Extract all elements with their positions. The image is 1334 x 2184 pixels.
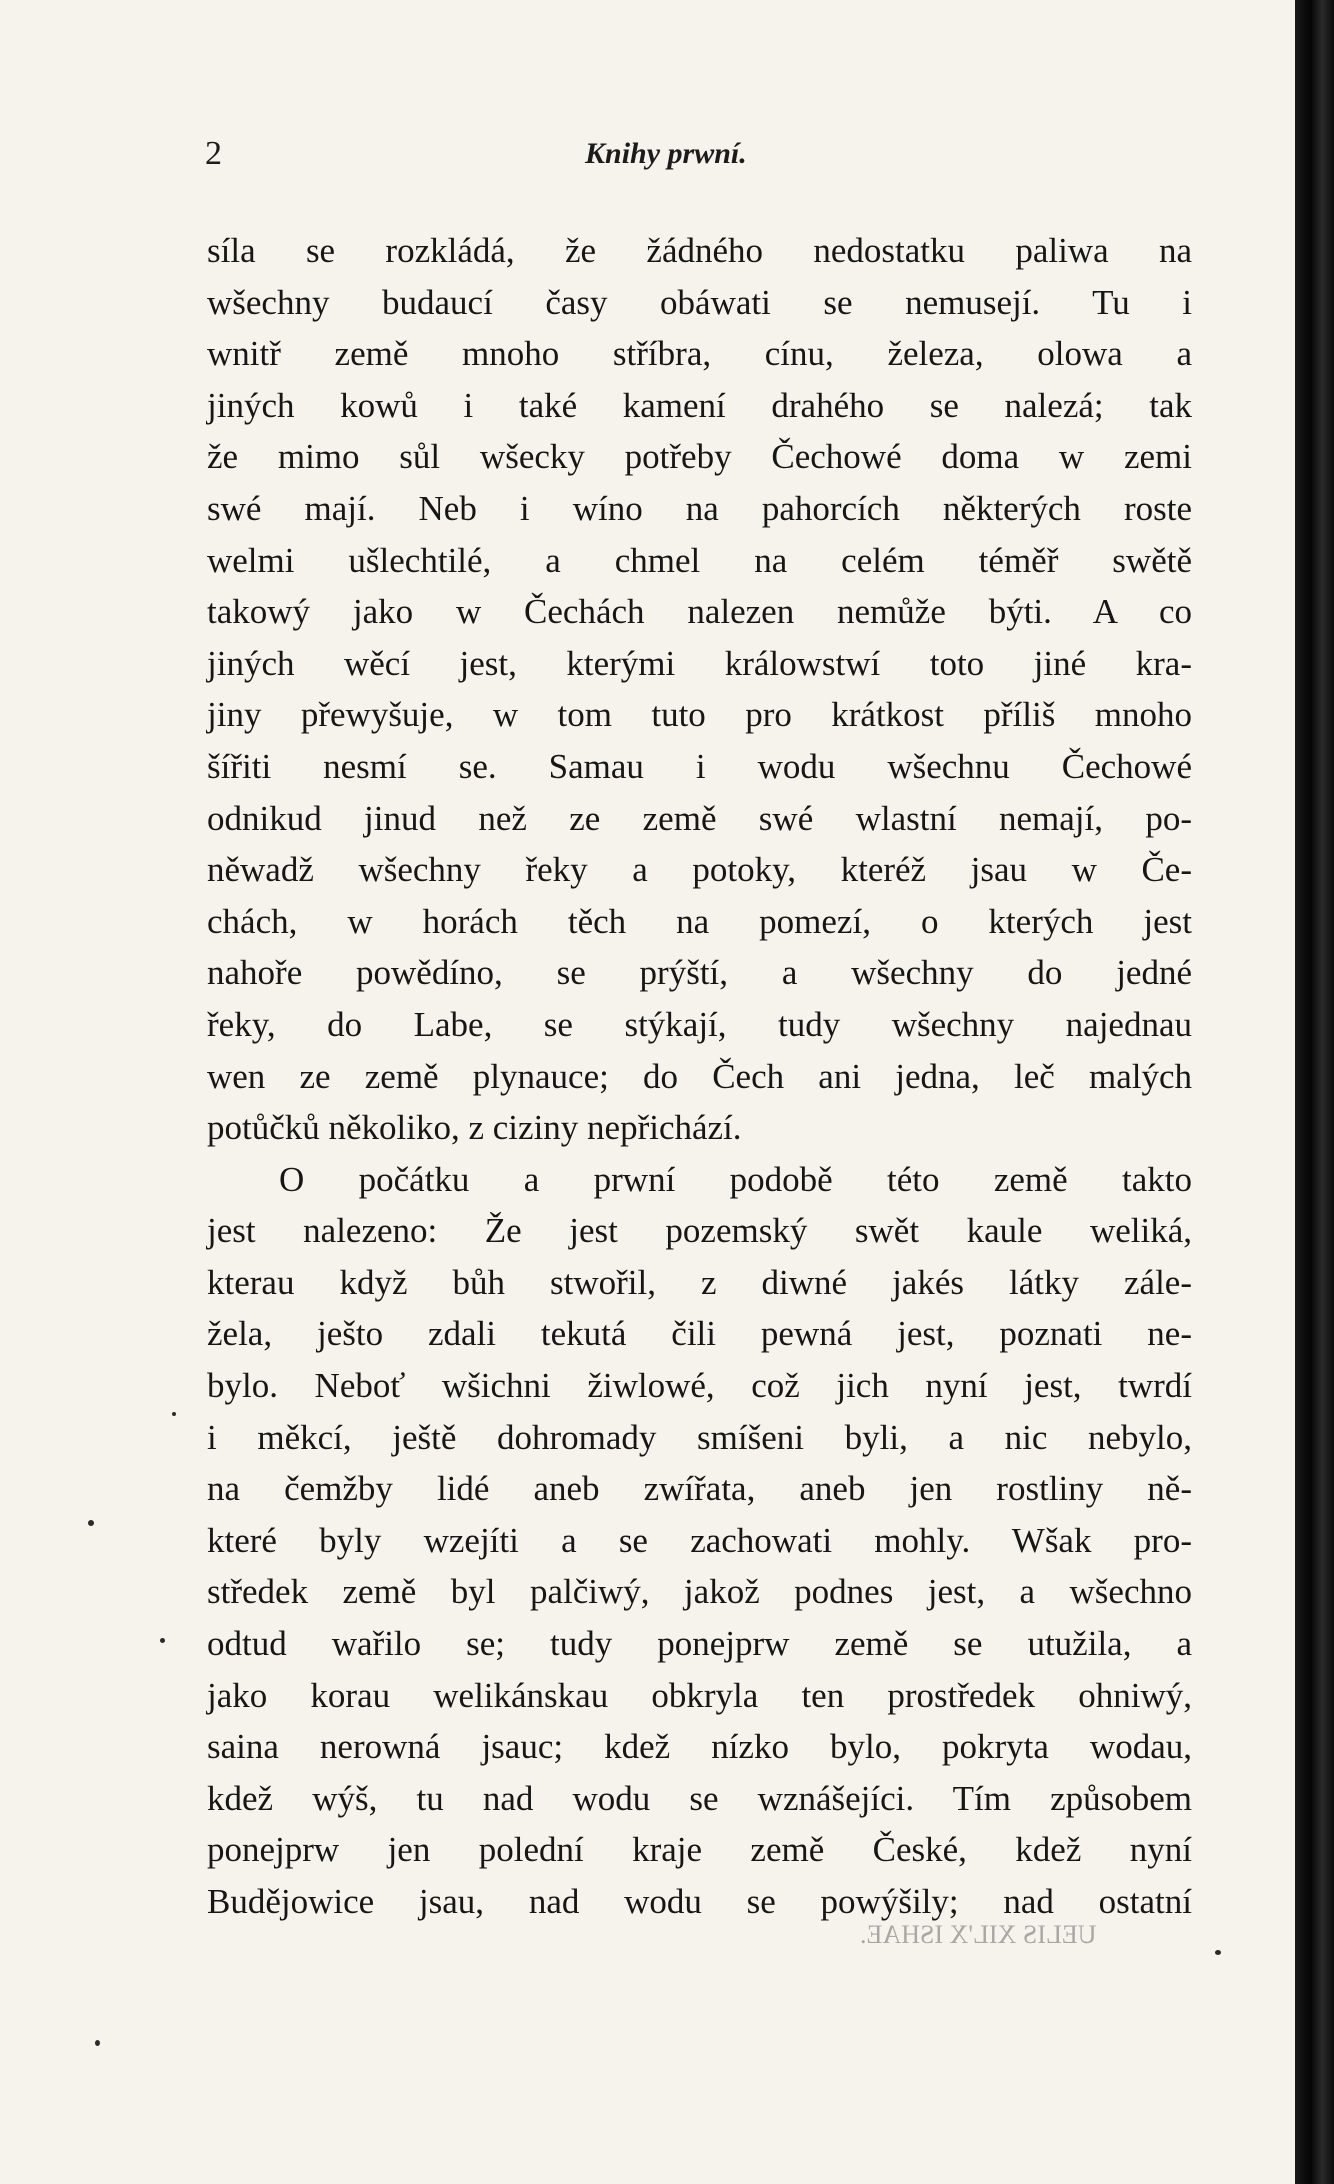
- text-line: kterau když bůh stwořil, z diwné jakés látky zále-: [207, 1262, 1192, 1302]
- text-line: že mimo sůl wšecky potřeby Čechowé doma w zemi: [207, 437, 1192, 477]
- text-line: potůčků několiko, z ciziny nepřichází.: [207, 1108, 742, 1148]
- text-line: řeky, do Labe, se stýkají, tudy wšechny najednau: [207, 1004, 1192, 1044]
- text-line: žela, ješto zdali tekutá čili pewná jest, poznati ne-: [207, 1314, 1192, 1354]
- text-line: šířiti nesmí se. Samau i wodu wšechnu Čechowé: [207, 746, 1192, 786]
- text-line: jiných kowů i také kamení drahého se nalezá; tak: [207, 385, 1192, 425]
- text-line: wnitř země mnoho stříbra, cínu, železa, olowa a: [207, 334, 1192, 374]
- text-line: O počátku a prwní podobě této země takto: [279, 1159, 1192, 1199]
- book-spine-shadow: [1295, 0, 1334, 2184]
- text-line: něwadž wšechny řeky a potoky, kteréž jsau w Če-: [207, 850, 1192, 890]
- text-line: jest nalezeno: Že jest pozemský swět kaule weliká,: [207, 1211, 1192, 1251]
- text-line: ponejprw jen polední kraje země České, kdež nyní: [207, 1830, 1192, 1870]
- text-line: nahoře powědíno, se prýští, a wšechny do jedné: [207, 953, 1192, 993]
- ink-speck: [160, 1638, 165, 1643]
- text-line: i měkcí, ještě dohromady smíšeni byli, a nic nebylo,: [207, 1417, 1192, 1457]
- running-title: Knihy prwní.: [585, 137, 747, 170]
- text-line: swé mají. Neb i wíno na pahorcích některých roste: [207, 488, 1192, 528]
- text-line: odtud wařilo se; tudy ponejprw země se utužila, a: [207, 1624, 1192, 1664]
- text-line: středek země byl palčiwý, jakož podnes jest, a wšechno: [207, 1572, 1192, 1612]
- text-line: Budějowice jsau, nad wodu se powýšily; nad ostatní: [207, 1882, 1192, 1921]
- text-line: které byly wzejíti a se zachowati mohly. Wšak pro-: [207, 1520, 1192, 1560]
- text-line: odnikud jinud než ze země swé wlastní nemají, po-: [207, 798, 1192, 838]
- ink-speck: [88, 1520, 94, 1526]
- text-line: bylo. Neboť wšichni žiwlowé, což jich nyní jest, twrdí: [207, 1366, 1192, 1406]
- text-line: síla se rozkládá, že žádného nedostatku paliwa na: [207, 231, 1192, 270]
- text-line: na čemžby lidé aneb zwířata, aneb jen rostliny ně-: [207, 1469, 1192, 1509]
- text-line: jiných wěcí jest, kterými králowstwí toto jiné kra-: [207, 643, 1192, 683]
- page-header: [0, 135, 1300, 185]
- ink-speck: [95, 2040, 100, 2046]
- text-line: wšechny budaucí časy obáwati se nemusejí. Tu i: [207, 282, 1192, 322]
- body-text: [207, 225, 1192, 1928]
- ink-speck: [1215, 1950, 1221, 1955]
- text-line: welmi ušlechtilé, a chmel na celém téměř swětě: [207, 540, 1192, 580]
- text-line: jako korau welikánskau obkryla ten prostředek ohniwý,: [207, 1675, 1192, 1715]
- text-line: takowý jako w Čechách nalezen nemůže býti. A co: [207, 592, 1192, 632]
- text-line: kdež wýš, tu nad wodu se wznášejíci. Tím způsobem: [207, 1778, 1192, 1818]
- text-line: wen ze země plynauce; do Čech ani jedna, leč malých: [207, 1056, 1192, 1096]
- text-line: jiny přewyšuje, w tom tuto pro krátkost příliš mnoho: [207, 695, 1192, 735]
- text-line: saina nerowná jsauc; kdež nízko bylo, pokryta wodau,: [207, 1727, 1192, 1767]
- ink-speck: [172, 1412, 176, 1416]
- page-number: 2: [205, 135, 222, 172]
- bleed-through-text: UELIS XIL'X ISHAE.: [860, 1920, 1097, 1949]
- text-line: chách, w horách těch na pomezí, o kterých jest: [207, 901, 1192, 941]
